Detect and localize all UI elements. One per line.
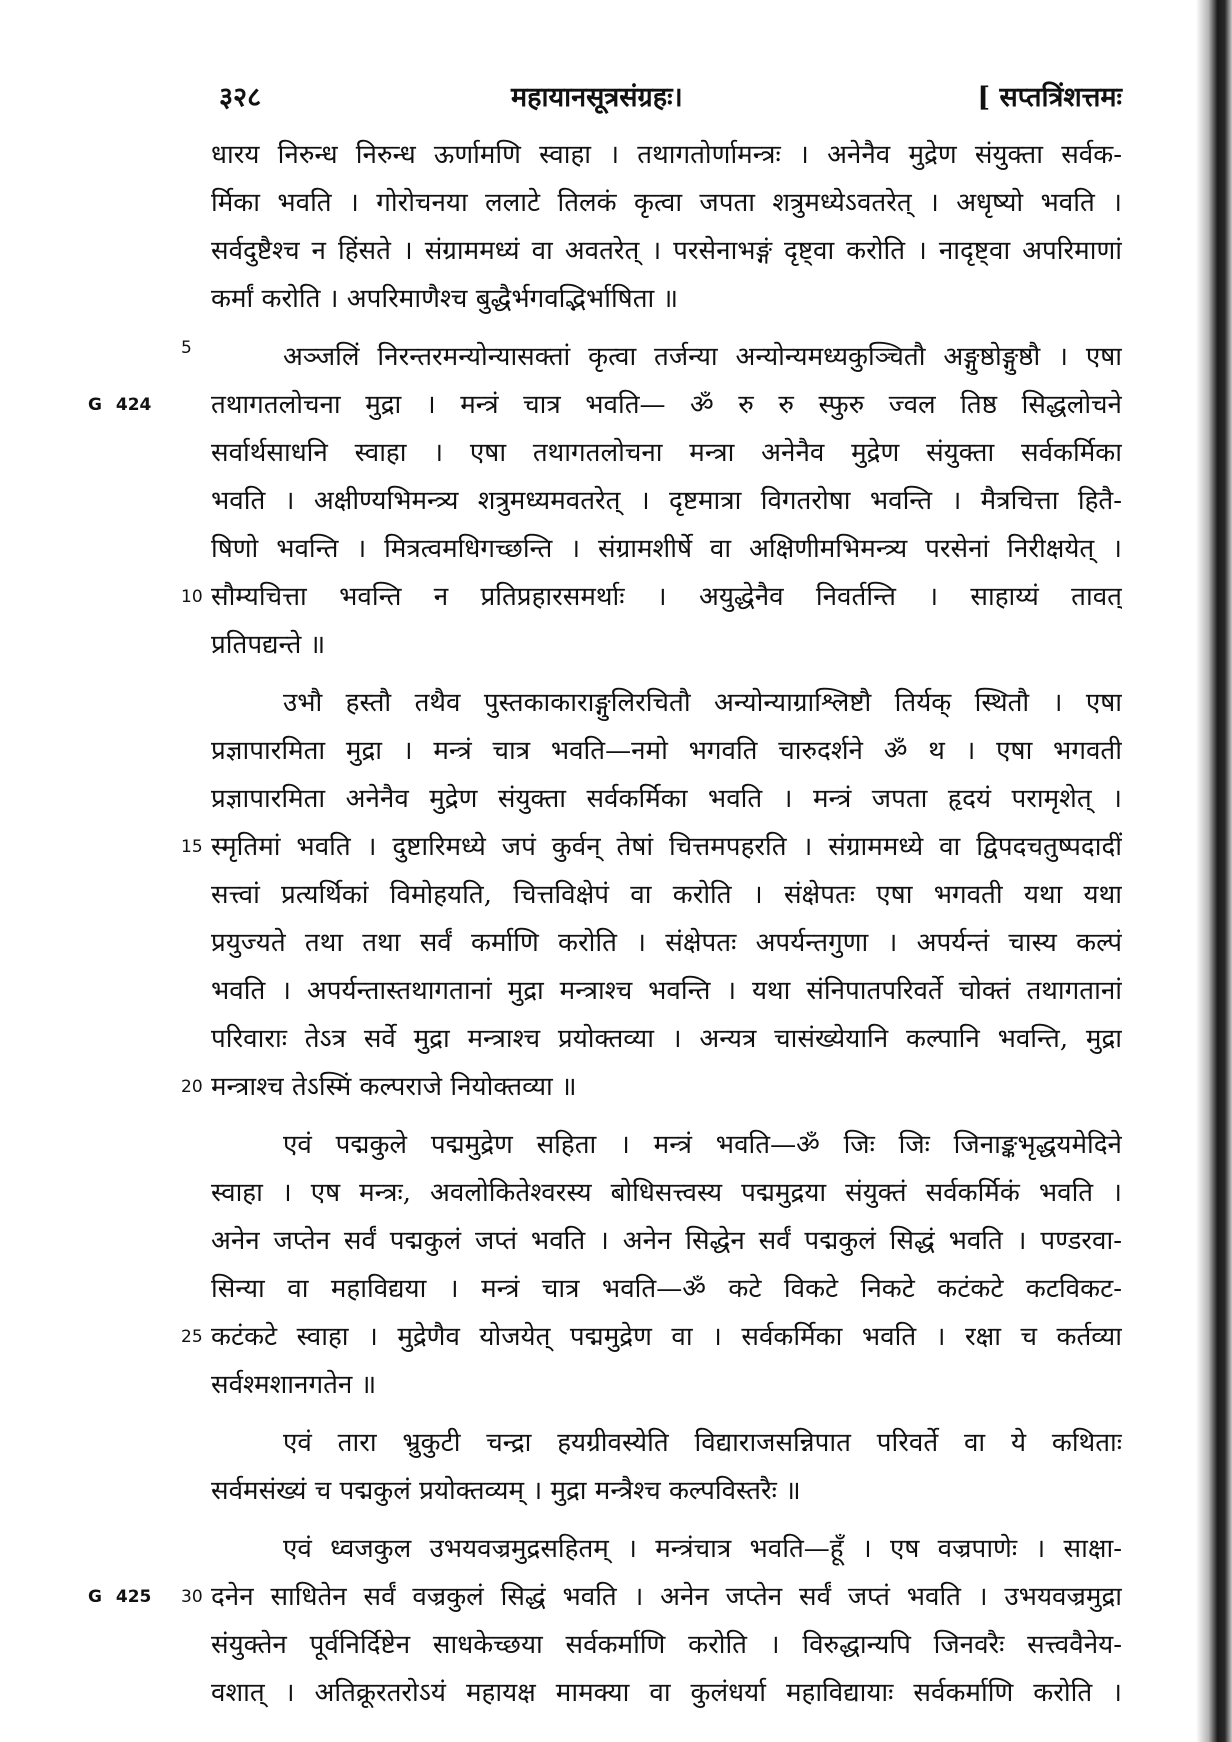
text-line: एवं पद्मकुले पद्ममुद्रेण सहिता । मन्त्रं भवति—ॐ जिः जिः जिनाङ्कभृद्धयमेदिने <box>283 1130 1122 1160</box>
text-line: सर्वदुष्टैश्च न हिंसते । संग्राममध्यं वा अवतरेत् । परसेनाभङ्गं दृष्ट्वा करोति । नादृष्ट्वा अपरिमाणां <box>211 236 1122 266</box>
text-line: मन्त्राश्च तेऽस्मिं कल्पराजे नियोक्तव्या ॥ <box>211 1072 577 1102</box>
text-line: सिन्या वा महाविद्यया । मन्त्रं चात्र भवति—ॐ कटे विकटे निकटे कटंकटे कटविकट- <box>211 1274 1122 1304</box>
text-line: परिवाराः तेऽत्र सर्वे मुद्रा मन्त्राश्च प्रयोक्तव्या । अन्यत्र चासंख्येयानि कल्पानि भवन्ति, मुद्रा <box>211 1024 1122 1054</box>
text-line: र्मिका भवति । गोरोचनया ललाटे तिलकं कृत्वा जपता शत्रुमध्येऽवतरेत् । अधृष्यो भवति । <box>211 188 1122 218</box>
paragraph <box>88 333 1122 669</box>
line-number: 20 <box>181 1077 203 1097</box>
paragraph <box>181 679 1122 1111</box>
margin-reference: G 425 <box>88 1587 152 1607</box>
text-line: वशात् । अतिक्रूरतरोऽयं महायक्ष मामक्या वा कुलंधर्या महाविद्यायाः सर्वकर्माणि करोति । <box>211 1678 1122 1708</box>
text-line: सर्वश्मशानगतेन ॥ <box>211 1370 377 1400</box>
paragraph <box>211 131 1122 323</box>
text-line: भवति । अक्षीण्यभिमन्त्र्य शत्रुमध्यमवतरेत् । दृष्टमात्रा विगतरोषा भवन्ति । मैत्रचित्ता हितै- <box>211 486 1122 516</box>
text-line: स्वाहा । एष मन्त्रः, अवलोकितेश्वरस्य बोधिसत्त्वस्य पद्ममुद्रया संयुक्तं सर्वकर्मिकं भवति । <box>211 1178 1122 1208</box>
text-line: प्रतिपद्यन्ते ॥ <box>211 630 326 660</box>
line-number: 25 <box>181 1327 203 1347</box>
book-title: महायानसूत्रसंग्रहः। <box>511 82 683 113</box>
line-number: 30 <box>181 1587 203 1607</box>
text-line: तथागतलोचना मुद्रा । मन्त्रं चात्र भवति— ॐ रु रु स्फुरु ज्वल तिष्ठ सिद्धलोचने <box>211 390 1122 420</box>
line-number: 15 <box>181 837 203 857</box>
text-line: सर्वमसंख्यं च पद्मकुलं प्रयोक्तव्यम् । मुद्रा मन्त्रैश्च कल्पविस्तरैः ॥ <box>211 1476 801 1506</box>
line-number: 10 <box>181 587 203 607</box>
text-line: षिणो भवन्ति । मित्रत्वमधिगच्छन्ति । संग्रामशीर्षे वा अक्षिणीमभिमन्त्र्य परसेनां निरीक्षयेत् । <box>211 534 1122 564</box>
body-text <box>88 131 1122 1727</box>
margin-reference: G 424 <box>88 395 152 415</box>
text-line: सर्वार्थसाधनि स्वाहा । एषा तथागतलोचना मन्त्रा अनेनैव मुद्रेण संयुक्ता सर्वकर्मिका <box>211 438 1122 468</box>
text-line: प्रज्ञापारमिता मुद्रा । मन्त्रं चात्र भवति—नमो भगवति चारुदर्शने ॐ थ । एषा भगवती <box>211 736 1122 766</box>
text-line: उभौ हस्तौ तथैव पुस्तकाकाराङ्गुलिरचितौ अन्योन्याग्राश्लिष्टौ तिर्यक् स्थितौ । एषा <box>283 688 1122 718</box>
chapter-heading: [ सप्तत्रिंशत्तमः <box>977 82 1122 113</box>
text-line: एवं ध्वजकुल उभयवज्रमुद्रसहितम् । मन्त्रंचात्र भवति—हूँ । एष वज्रपाणेः । साक्षा- <box>283 1534 1122 1564</box>
text-line: प्रयुज्यते तथा तथा सर्वं कर्माणि करोति । संक्षेपतः अपर्यन्तगुणा । अपर्यन्तं चास्य कल्पं <box>211 928 1122 958</box>
running-header <box>211 78 1122 118</box>
text-line: स्मृतिमां भवति । दुष्टारिमध्ये जपं कुर्वन् तेषां चित्तमपहरति । संग्राममध्ये वा द्विपदचतुष्पदादीं <box>211 832 1122 862</box>
paragraph <box>211 1419 1122 1515</box>
paragraph <box>88 1525 1122 1717</box>
text-line: सौम्यचित्ता भवन्ति न प्रतिप्रहारसमर्थाः । अयुद्धेनैव निवर्तन्ति । साहाय्यं तावत् <box>211 582 1122 612</box>
text-line: कटंकटे स्वाहा । मुद्रेणैव योजयेत् पद्ममुद्रेण वा । सर्वकर्मिका भवति । रक्षा च कर्तव्या <box>211 1322 1122 1352</box>
text-line: भवति । अपर्यन्तास्तथागतानां मुद्रा मन्त्राश्च भवन्ति । यथा संनिपातपरिवर्ते चोक्तं तथागतानां <box>211 976 1122 1006</box>
text-line: संयुक्तेन पूर्वनिर्दिष्टेन साधकेच्छया सर्वकर्माणि करोति । विरुद्धान्यपि जिनवरैः सत्त्ववैनेय- <box>211 1630 1122 1660</box>
text-line: अनेन जप्तेन सर्वं पद्मकुलं जप्तं भवति । अनेन सिद्धेन सर्वं पद्मकुलं सिद्धं भवति । पण्डरवा- <box>211 1226 1122 1256</box>
text-line: सत्त्वां प्रत्यर्थिकां विमोहयति, चित्तविक्षेपं वा करोति । संक्षेपतः एषा भगवती यथा यथा <box>211 880 1122 910</box>
paragraph <box>181 1121 1122 1409</box>
page-number: ३२८ <box>219 82 262 113</box>
text-line: प्रज्ञापारमिता अनेनैव मुद्रेण संयुक्ता सर्वकर्मिका भवति । मन्त्रं जपता हृदयं परामृशेत् । <box>211 784 1122 814</box>
text-line: धारय निरुन्ध निरुन्ध ऊर्णामणि स्वाहा । तथागतोर्णामन्त्रः । अनेनैव मुद्रेण संयुक्ता सर्वक- <box>211 140 1122 170</box>
page-edge-shadow <box>1196 0 1232 1742</box>
text-line: कर्मां करोति । अपरिमाणैश्च बुद्धैर्भगवद्भिर्भाषिता ॥ <box>211 284 679 314</box>
line-number: 5 <box>181 338 192 358</box>
text-line: दनेन साधितेन सर्वं वज्रकुलं सिद्धं भवति । अनेन जप्तेन सर्वं जप्तं भवति । उभयवज्रमुद्रा <box>211 1582 1122 1612</box>
text-line: अञ्जलिं निरन्तरमन्योन्यासक्तां कृत्वा तर्जन्या अन्योन्यमध्यकुञ्चितौ अङ्गुष्ठोङ्गुष्ठौ । एषा <box>283 342 1122 372</box>
text-line: एवं तारा भ्रुकुटी चन्द्रा हयग्रीवस्येति विद्याराजसन्निपात परिवर्ते वा ये कथिताः <box>283 1428 1122 1458</box>
